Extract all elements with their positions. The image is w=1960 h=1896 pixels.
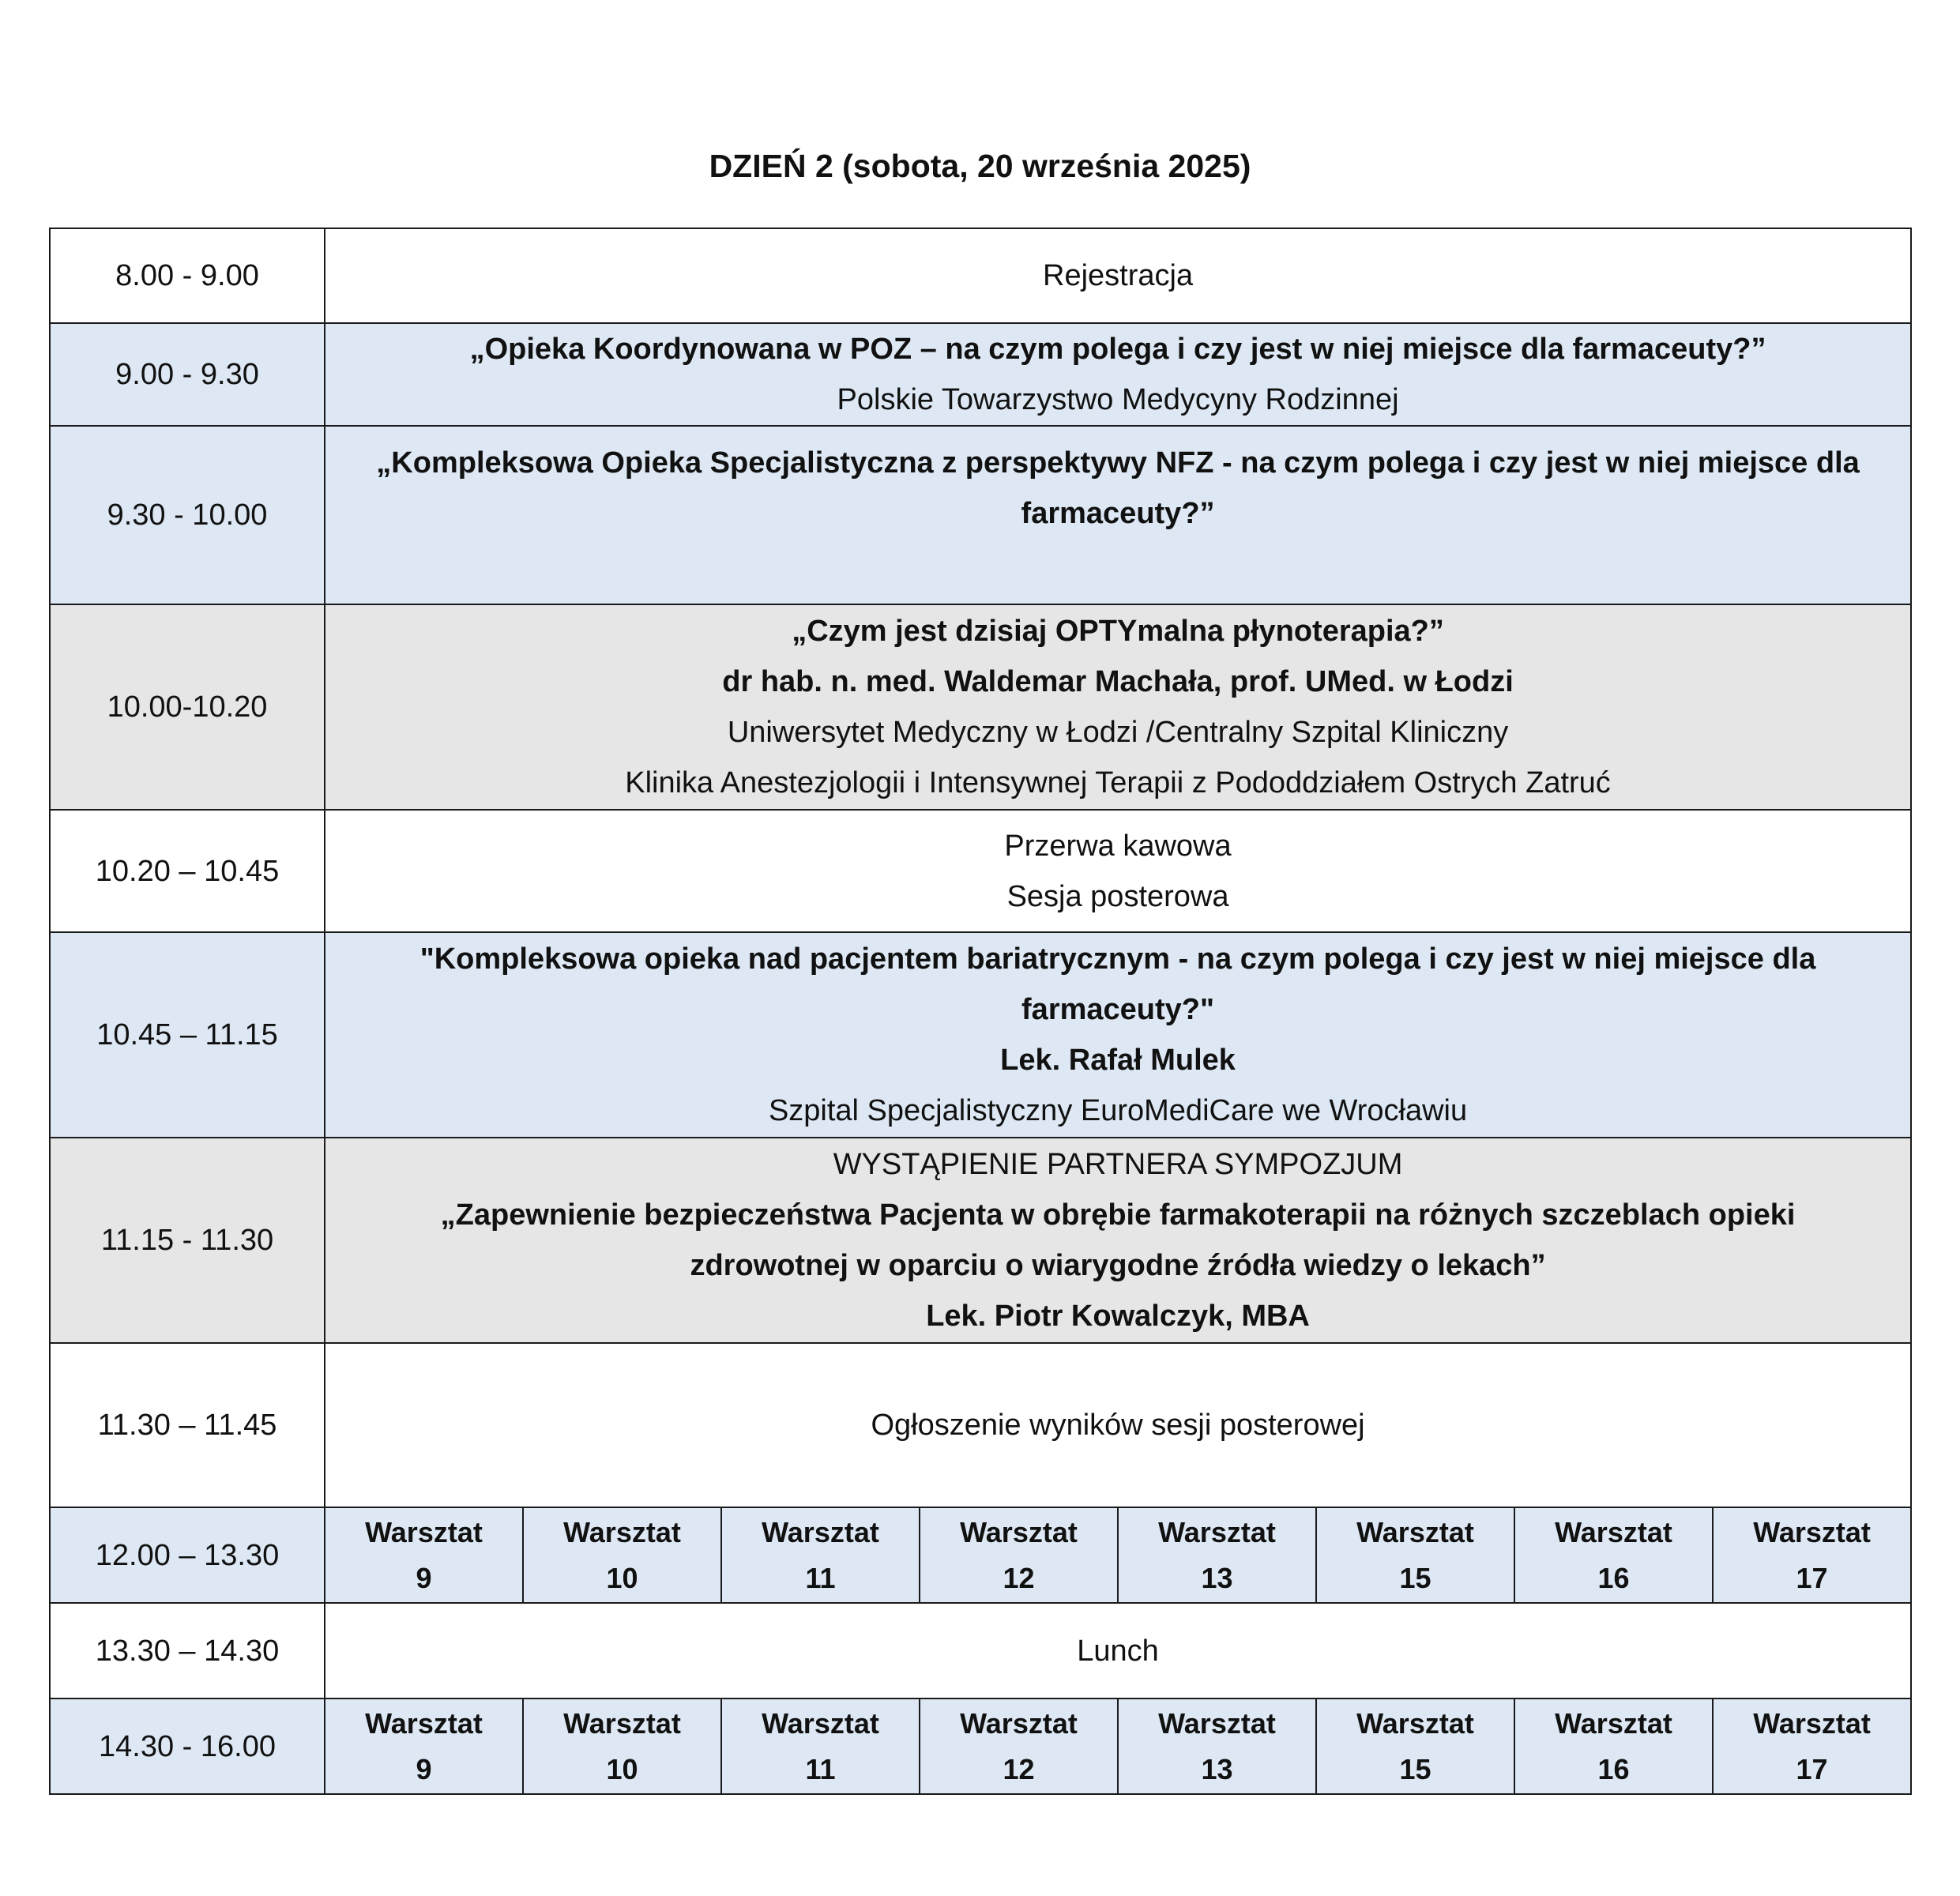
- session-speaker: Lek. Piotr Kowalczyk, MBA: [926, 1300, 1310, 1333]
- workshop-label: Warsztat: [1753, 1515, 1871, 1548]
- workshop-label: Warsztat: [960, 1515, 1078, 1548]
- session-speaker: dr hab. n. med. Waldemar Machała, prof. UMed. w Łodzi: [722, 665, 1514, 698]
- workshop-cell: [523, 1698, 721, 1794]
- session-title: „Kompleksowa Opieka Specjalistyczna z perspektywy NFZ - na czym polega i czy jest w niej miejsce dla: [376, 446, 1860, 480]
- session-title: „Zapewnienie bezpieczeństwa Pacjenta w obrębie farmakoterapii na różnych szczeblach opieki: [440, 1198, 1796, 1232]
- session-cell: [325, 932, 1911, 1138]
- workshop-cell: [1514, 1698, 1713, 1794]
- workshop-label: Warsztat: [762, 1515, 879, 1548]
- workshop-cell: [1118, 1507, 1316, 1603]
- session-organization: Polskie Towarzystwo Medycyny Rodzinnej: [837, 383, 1399, 416]
- session-title-continued: farmaceuty?”: [1021, 497, 1215, 530]
- workshop-number: 15: [1399, 1561, 1431, 1594]
- workshop-label: Warsztat: [1555, 1515, 1672, 1548]
- session-cell: [325, 1343, 1911, 1507]
- workshop-cell: [1316, 1698, 1514, 1794]
- time-cell: 8.00 - 9.00: [50, 228, 325, 323]
- workshop-number: 17: [1796, 1752, 1828, 1785]
- workshop-label: Warsztat: [1555, 1706, 1672, 1740]
- schedule-row: [50, 1138, 1911, 1343]
- session-text: Przerwa kawowa: [1004, 829, 1232, 863]
- workshop-label: Warsztat: [563, 1515, 681, 1548]
- session-cell: [325, 1603, 1911, 1698]
- workshop-number: 13: [1201, 1561, 1233, 1594]
- workshop-cell: [1514, 1507, 1713, 1603]
- schedule-row: [50, 1603, 1911, 1698]
- workshop-label: Warsztat: [1356, 1515, 1474, 1548]
- workshop-label: Warsztat: [762, 1706, 879, 1740]
- time-cell: 12.00 – 13.30: [50, 1507, 325, 1603]
- session-organization: Szpital Specjalistyczny EuroMediCare we Wrocławiu: [768, 1094, 1468, 1127]
- workshop-label: Warsztat: [365, 1515, 483, 1548]
- workshop-number: 17: [1796, 1561, 1828, 1594]
- session-label: WYSTĄPIENIE PARTNERA SYMPOZJUM: [833, 1148, 1403, 1181]
- workshop-number: 16: [1597, 1561, 1630, 1594]
- session-title: „Opieka Koordynowana w POZ – na czym polega i czy jest w niej miejsce dla farmaceuty?”: [469, 333, 1766, 366]
- schedule-row: [50, 228, 1911, 323]
- schedule-row: [50, 810, 1911, 932]
- workshop-number: 11: [805, 1561, 836, 1594]
- schedule-table: [49, 228, 1912, 1795]
- time-cell: 14.30 - 16.00: [50, 1698, 325, 1794]
- session-organization: Uniwersytet Medyczny w Łodzi /Centralny Szpital Kliniczny: [727, 716, 1509, 749]
- schedule-row: [50, 323, 1911, 426]
- workshop-number: 13: [1201, 1752, 1233, 1785]
- workshop-cell: [1118, 1698, 1316, 1794]
- workshop-number: 10: [606, 1752, 638, 1785]
- session-title-continued: zdrowotnej w oparciu o wiarygodne źródła wiedzy o lekach”: [690, 1249, 1546, 1282]
- session-cell: [325, 228, 1911, 323]
- session-text: Ogłoszenie wyników sesji posterowej: [871, 1409, 1365, 1442]
- schedule-row: [50, 1343, 1911, 1507]
- session-title: „Czym jest dzisiaj OPTYmalna płynoterapia?”: [792, 615, 1444, 648]
- schedule-row: [50, 604, 1911, 810]
- workshop-number: 9: [416, 1752, 432, 1785]
- session-text: Lunch: [1077, 1634, 1159, 1668]
- workshop-number: 16: [1597, 1752, 1630, 1785]
- time-cell: 10.20 – 10.45: [50, 810, 325, 932]
- schedule-row: [50, 932, 1911, 1138]
- session-text: Sesja posterowa: [1006, 879, 1229, 913]
- workshop-number: 12: [1003, 1752, 1035, 1785]
- page-title: DZIEŃ 2 (sobota, 20 września 2025): [709, 148, 1251, 184]
- workshop-cell: [920, 1698, 1118, 1794]
- session-cell: [325, 810, 1911, 932]
- workshop-cell: [325, 1507, 523, 1603]
- workshop-label: Warsztat: [1158, 1515, 1276, 1548]
- workshop-row: [50, 1507, 1911, 1603]
- session-cell: [325, 323, 1911, 426]
- workshop-cell: [920, 1507, 1118, 1603]
- workshop-cell: [721, 1698, 920, 1794]
- time-cell: 11.30 – 11.45: [50, 1343, 325, 1507]
- session-organization: Klinika Anestezjologii i Intensywnej Terapii z Pododdziałem Ostrych Zatruć: [625, 766, 1611, 799]
- workshop-label: Warsztat: [1158, 1706, 1276, 1740]
- time-cell: 11.15 - 11.30: [50, 1138, 325, 1343]
- workshop-label: Warsztat: [365, 1706, 483, 1740]
- workshop-label: Warsztat: [563, 1706, 681, 1740]
- time-cell: 9.00 - 9.30: [50, 323, 325, 426]
- session-title-continued: farmaceuty?": [1021, 993, 1215, 1026]
- session-title: "Kompleksowa opieka nad pacjentem bariatrycznym - na czym polega i czy jest w niej miejsce dla: [419, 942, 1816, 976]
- workshop-cell: [325, 1698, 523, 1794]
- workshop-number: 11: [805, 1752, 836, 1785]
- session-cell: [325, 1138, 1911, 1343]
- workshop-label: Warsztat: [960, 1706, 1078, 1740]
- time-cell: 9.30 - 10.00: [50, 426, 325, 604]
- schedule-row: [50, 426, 1911, 604]
- session-cell: [325, 426, 1911, 604]
- time-cell: 13.30 – 14.30: [50, 1603, 325, 1698]
- workshop-cell: [721, 1507, 920, 1603]
- workshop-number: 9: [416, 1561, 432, 1594]
- time-cell: 10.00-10.20: [50, 604, 325, 810]
- workshop-cell: [1316, 1507, 1514, 1603]
- workshop-cell: [1713, 1698, 1911, 1794]
- session-cell: [325, 604, 1911, 810]
- workshop-row: [50, 1698, 1911, 1794]
- session-speaker: Lek. Rafał Mulek: [1000, 1044, 1236, 1077]
- workshop-number: 10: [606, 1561, 638, 1594]
- workshop-label: Warsztat: [1753, 1706, 1871, 1740]
- workshop-number: 12: [1003, 1561, 1035, 1594]
- workshop-number: 15: [1399, 1752, 1431, 1785]
- time-cell: 10.45 – 11.15: [50, 932, 325, 1138]
- session-text: Rejestracja: [1043, 259, 1194, 292]
- workshop-cell: [523, 1507, 721, 1603]
- workshop-label: Warsztat: [1356, 1706, 1474, 1740]
- workshop-cell: [1713, 1507, 1911, 1603]
